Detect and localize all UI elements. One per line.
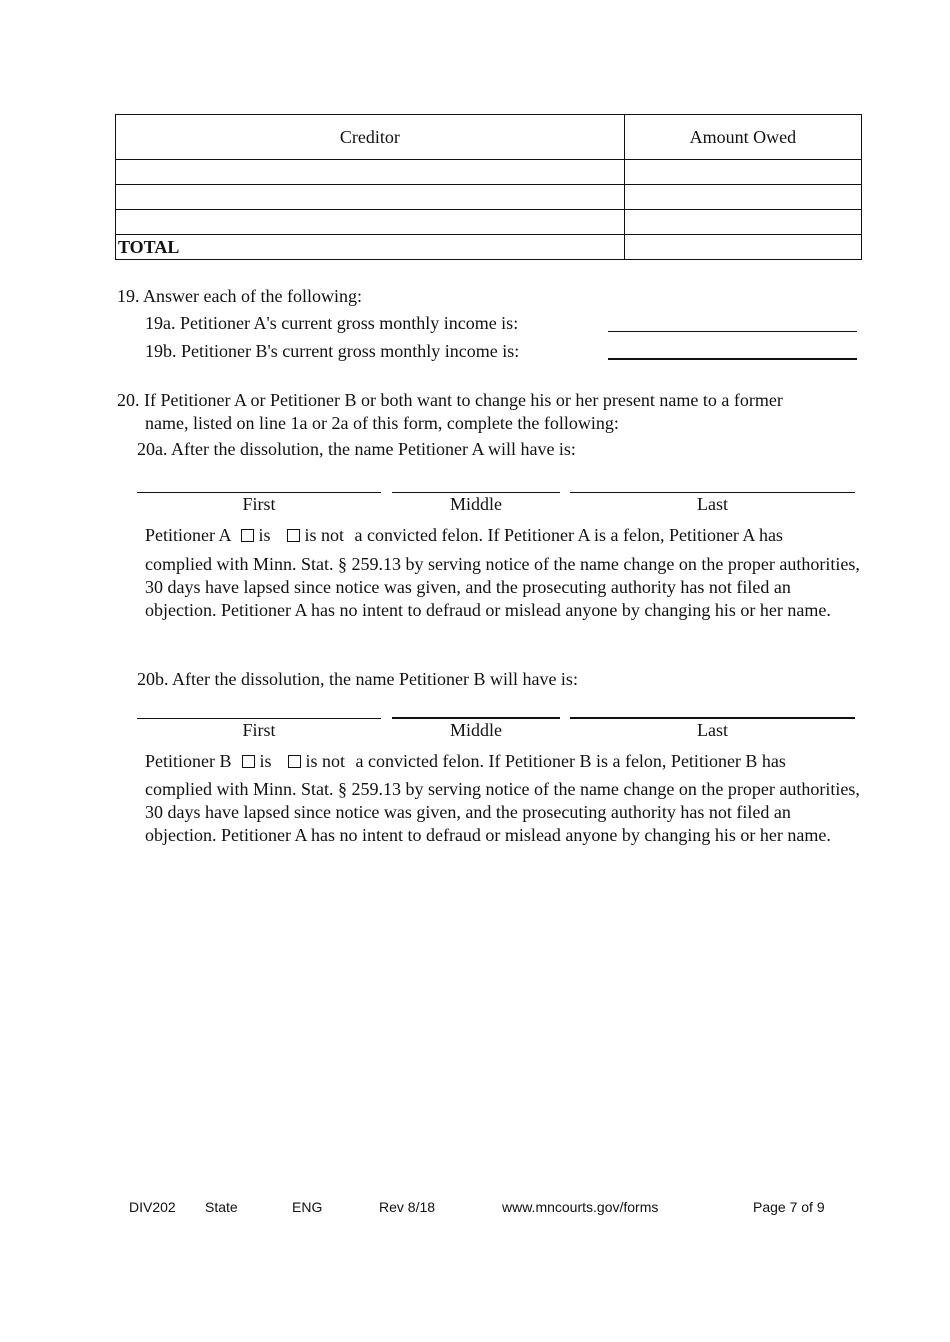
table-row (116, 210, 862, 235)
amount-cell[interactable] (624, 160, 861, 185)
q20b-middle-name-field[interactable] (392, 717, 560, 719)
q20b-body: complied with Minn. Stat. § 259.13 by serving notice of the name change on the proper authorities, 30 days have lapsed since notice was given, and the prosecuting authority has not filed an objection. Petitioner A has no intent to defraud or mislead anyone by changing his or her name. (145, 779, 860, 845)
q20b-last-caption: Last (697, 720, 728, 740)
q20b-is-checkbox[interactable] (242, 755, 255, 768)
debts-table (115, 114, 862, 260)
footer-url[interactable]: www.mncourts.gov/forms (502, 1199, 659, 1215)
footer-revision: Rev 8/18 (379, 1199, 436, 1215)
table-row (116, 185, 862, 210)
q20b-first-caption: First (242, 720, 276, 740)
q20a-is-not-label: is not (304, 525, 345, 545)
q20b-last-name-field[interactable] (570, 717, 855, 719)
q20b-felon-line (145, 750, 786, 773)
q20b-middle-caption: Middle (450, 720, 502, 740)
amount-owed-header: Amount Owed (624, 115, 861, 160)
q20b-is-label: is (259, 751, 272, 771)
amount-cell[interactable] (624, 185, 861, 210)
footer-page-number: Page 7 of 9 (753, 1199, 825, 1215)
q20b-heading: 20b. After the dissolution, the name Petitioner B will have is: (137, 669, 578, 689)
q20-intro-line1: 20. If Petitioner A or Petitioner B or both want to change his or her present name to a former (117, 390, 783, 410)
footer-language: ENG (292, 1199, 323, 1215)
q20b-felon-tail: a convicted felon. If Petitioner B is a felon, Petitioner B has (355, 751, 786, 771)
q20b-is-not-checkbox[interactable] (288, 755, 301, 768)
q20a-first-caption: First (242, 494, 276, 514)
q20a-last-caption: Last (697, 494, 728, 514)
q20a-first-name-field[interactable] (137, 492, 381, 493)
q20a-felon-tail: a convicted felon. If Petitioner A is a felon, Petitioner A has (354, 525, 783, 545)
q20a-is-not-checkbox[interactable] (287, 529, 300, 542)
q19b-label: 19b. Petitioner B's current gross monthly income is: (145, 341, 520, 361)
q20a-is-label: is (258, 525, 271, 545)
amount-cell[interactable] (624, 210, 861, 235)
footer-form-id: DIV202 (129, 1199, 176, 1215)
q20a-heading: 20a. After the dissolution, the name Petitioner A will have is: (137, 439, 576, 459)
table-row (116, 160, 862, 185)
q20a-middle-caption: Middle (450, 494, 502, 514)
q20b-is-not-label: is not (305, 751, 346, 771)
q19a-label: 19a. Petitioner A's current gross monthly income is: (145, 313, 519, 333)
q20a-felon-label: Petitioner A (145, 525, 231, 545)
total-row (116, 235, 862, 260)
total-label: TOTAL (116, 235, 625, 260)
q20a-felon-line (145, 524, 783, 547)
creditor-cell[interactable] (116, 210, 625, 235)
creditor-header: Creditor (116, 115, 625, 160)
q20a-middle-name-field[interactable] (392, 492, 560, 493)
q20b-first-name-field[interactable] (137, 718, 381, 719)
table-header-row (116, 115, 862, 160)
q20-intro-line2: name, listed on line 1a or 2a of this form, complete the following: (145, 413, 619, 433)
creditor-cell[interactable] (116, 185, 625, 210)
q20a-body: complied with Minn. Stat. § 259.13 by serving notice of the name change on the proper authorities, 30 days have lapsed since notice was given, and the prosecuting authority has not filed an objection. Petitioner A has no intent to defraud or mislead anyone by changing his or her name. (145, 554, 860, 620)
q20b-felon-label: Petitioner B (145, 751, 232, 771)
q19-intro: 19. Answer each of the following: (117, 286, 362, 306)
footer-jurisdiction: State (205, 1199, 238, 1215)
q19b-income-field[interactable] (608, 358, 857, 360)
q19a-income-field[interactable] (608, 331, 857, 332)
q20a-is-checkbox[interactable] (241, 529, 254, 542)
total-amount-cell[interactable] (624, 235, 861, 260)
creditor-cell[interactable] (116, 160, 625, 185)
q20a-last-name-field[interactable] (570, 492, 855, 493)
